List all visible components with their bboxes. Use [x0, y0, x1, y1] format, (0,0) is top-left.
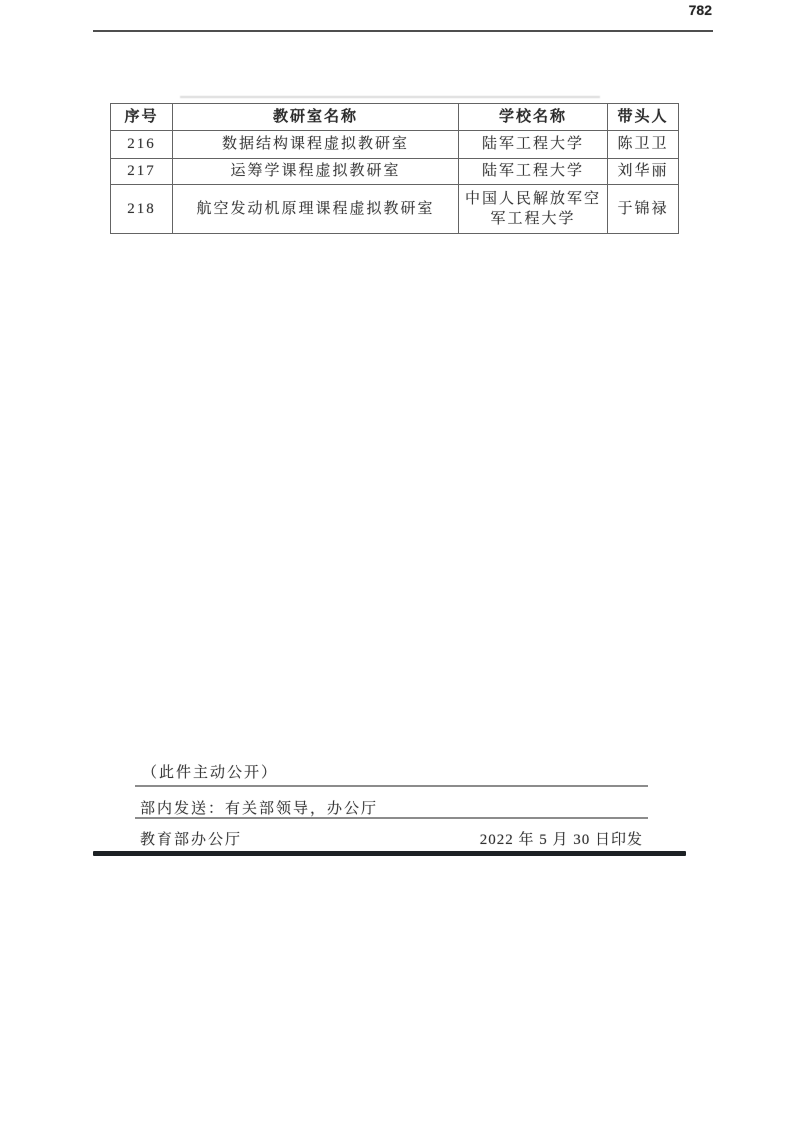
table-header-row [111, 104, 679, 131]
issuing-office: 教育部办公厅 [140, 832, 243, 848]
cell-school: 陆军工程大学 [459, 131, 608, 159]
column-header-office: 教研室名称 [173, 104, 459, 131]
print-date: 2022 年 5 月 30 日印发 [479, 832, 643, 848]
cell-school: 陆军工程大学 [459, 159, 608, 185]
cell-leader: 陈卫卫 [608, 131, 679, 159]
cell-office: 数据结构课程虚拟教研室 [173, 131, 459, 159]
column-header-serial: 序号 [111, 104, 173, 131]
page-number: 782 [688, 2, 712, 18]
cell-serial: 217 [111, 159, 173, 185]
table-row [111, 185, 679, 234]
cell-serial: 218 [111, 185, 173, 234]
table-row [111, 159, 679, 185]
footer-rule [93, 851, 686, 856]
header-rule [93, 30, 713, 32]
cell-leader: 刘华丽 [608, 159, 679, 185]
table-row [111, 131, 679, 159]
cell-serial: 216 [111, 131, 173, 159]
footer-divider [135, 785, 648, 787]
cell-leader: 于锦禄 [608, 185, 679, 234]
offices-table [110, 103, 679, 234]
cell-office: 航空发动机原理课程虚拟教研室 [173, 185, 459, 234]
column-header-leader: 带头人 [608, 104, 679, 131]
footer-divider [135, 817, 648, 819]
disclosure-note: （此件主动公开） [142, 765, 279, 781]
cell-office: 运筹学课程虚拟教研室 [173, 159, 459, 185]
scan-artifact [180, 96, 600, 98]
column-header-school: 学校名称 [459, 104, 608, 131]
cell-school: 中国人民解放军空军工程大学 [459, 185, 608, 234]
distribution-note: 部内发送：有关部领导，办公厅 [140, 801, 379, 817]
